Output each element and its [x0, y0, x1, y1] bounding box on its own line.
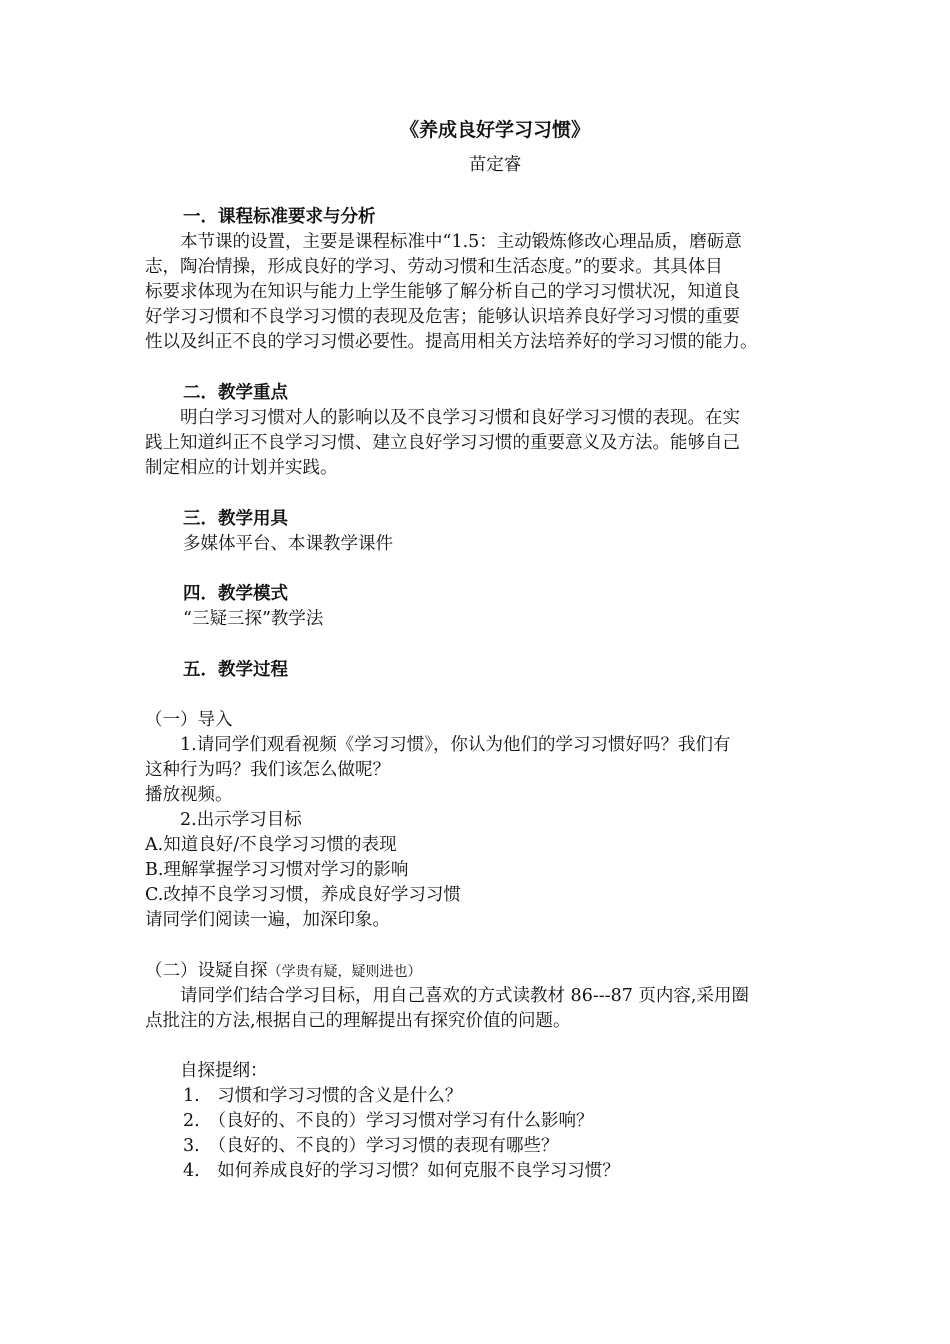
part-2-heading — [145, 959, 817, 985]
section-2-line: 明白学习习惯对人的影响以及不良学习习惯和良好学习习惯的表现。在实 — [145, 408, 740, 428]
section-1-line: 本节课的设置，主要是课程标准中“1.5：主动锻炼修改心理品质，磨砺意 — [145, 232, 742, 252]
part-1-line: 这种行为吗？我们该怎么做呢？ — [145, 760, 390, 780]
outline-item: 2. （良好的、不良的）学习习惯对学习有什么影响？ — [183, 1111, 594, 1131]
section-3-heading: 三．教学用具 — [183, 509, 288, 529]
outline-item: 1. 习惯和学习习惯的含义是什么？ — [183, 1086, 463, 1106]
part-1-heading: （一）导入 — [145, 710, 233, 730]
outline-label: 自探提纲： — [145, 1061, 268, 1081]
section-1-heading: 一．课程标准要求与分析 — [183, 207, 376, 227]
section-2-line: 践上知道纠正不良学习习惯、建立良好学习习惯的重要意义及方法。能够自己 — [145, 433, 740, 453]
part-1-line: 播放视频。 — [145, 785, 233, 805]
part-2-line: 点批注的方法,根据自己的理解提出有探究价值的问题。 — [145, 1011, 571, 1031]
section-5-heading: 五．教学过程 — [183, 660, 288, 680]
part-2-heading-text: （二）设疑自探 — [145, 961, 268, 981]
section-3-text: 多媒体平台、本课教学课件 — [183, 534, 393, 554]
section-1-line: 性以及纠正不良的学习习惯必要性。提高用相关方法培养好的学习习惯的能力。 — [145, 332, 758, 352]
section-2-line: 制定相应的计划并实践。 — [145, 458, 338, 478]
part-1-line: A.知道良好/不良学习习惯的表现 — [145, 835, 397, 855]
section-1-line: 志，陶冶情操，形成良好的学习、劳动习惯和生活态度。”的要求。其具体目 — [145, 257, 723, 277]
part-1-line: 2.出示学习目标 — [145, 810, 302, 830]
part-1-line: B.理解掌握学习习惯对学习的影响 — [145, 860, 409, 880]
part-1-line: 请同学们阅读一遍，加深印象。 — [145, 910, 390, 930]
document-title: 《养成良好学习习惯》 — [399, 119, 590, 141]
section-2-heading: 二．教学重点 — [183, 383, 288, 403]
section-1-line: 好学习习惯和不良学习习惯的表现及危害；能够认识培养良好学习习惯的重要 — [145, 307, 740, 327]
outline-item: 4. 如何养成良好的学习习惯？如何克服不良学习习惯？ — [183, 1161, 620, 1181]
author-name: 苗定睿 — [468, 155, 522, 175]
part-1-line: 1.请同学们观看视频《学习习惯》，你认为他们的学习习惯好吗？我们有 — [145, 735, 731, 755]
part-2-line: 请同学们结合学习目标，用自己喜欢的方式读教材 86---87 页内容,采用圈 — [145, 986, 749, 1006]
section-4-text: “三疑三探”教学法 — [183, 609, 324, 629]
part-2-heading-note: （学贵有疑，疑则进也） — [267, 964, 422, 980]
part-1-line: C.改掉不良学习习惯，养成良好学习习惯 — [145, 885, 461, 905]
section-4-heading: 四．教学模式 — [183, 584, 288, 604]
outline-item: 3. （良好的、不良的）学习习惯的表现有哪些？ — [183, 1136, 559, 1156]
section-1-line: 标要求体现为在知识与能力上学生能够了解分析自己的学习习惯状况，知道良 — [145, 282, 740, 302]
